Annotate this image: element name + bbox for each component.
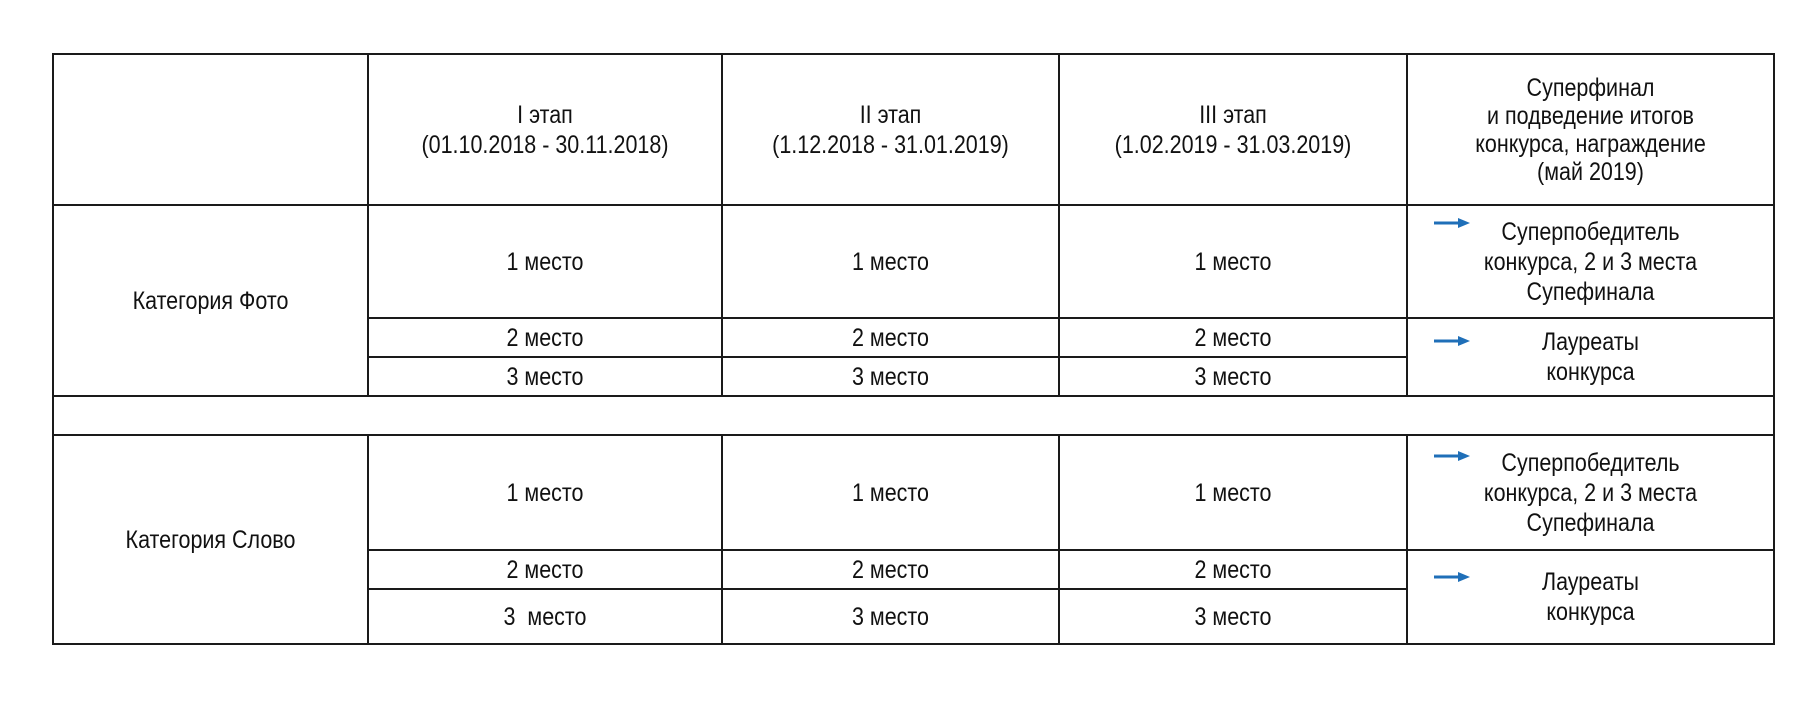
place-text: 2 место	[852, 555, 929, 584]
photo-s3-place3	[1084, 358, 1382, 395]
header-stage1	[394, 55, 697, 204]
col4-line-top	[1406, 53, 1408, 397]
place-text: 3 место	[1194, 362, 1272, 391]
photo-s2-place1	[746, 206, 1034, 317]
col1-line-top	[367, 53, 369, 397]
place-text: 3 место	[503, 602, 587, 631]
stage2-dates: (1.12.2018 - 31.01.2019)	[772, 130, 1009, 159]
photo-s2-place2	[746, 319, 1034, 356]
place-text: 2 место	[852, 323, 929, 352]
photo-s3-place2	[1084, 319, 1382, 356]
col2-line-top	[721, 53, 723, 397]
col1-line-bottom	[367, 434, 369, 645]
col3-line-bottom	[1058, 434, 1060, 645]
word-s2-place1	[746, 436, 1034, 549]
place-text: 2 место	[1194, 555, 1272, 584]
photo-outcome-super	[1434, 206, 1748, 317]
outcome-text: Суперпобедитель конкурса, 2 и 3 места Супефинала	[1483, 448, 1698, 537]
table-border-right	[1773, 53, 1775, 645]
word-outcome-laureates	[1434, 551, 1748, 643]
table-border-left	[52, 53, 54, 645]
word-s1-place1	[394, 436, 697, 549]
place-text: 2 место	[1194, 323, 1272, 352]
photo-s1-place1	[394, 206, 697, 317]
place-text: 1 место	[852, 247, 929, 276]
place-text: 2 место	[506, 555, 584, 584]
outcome-text: Лауреаты конкурса	[1541, 568, 1640, 626]
stage3-dates: (1.02.2019 - 31.03.2019)	[1114, 130, 1352, 159]
place-text: 3 место	[506, 362, 584, 391]
place-text: 3 место	[852, 602, 929, 631]
table-border-bottom	[52, 643, 1775, 645]
header-stage2	[746, 55, 1034, 204]
final-label: Суперфинал и подведение итогов конкурса, награждение (май 2019)	[1475, 73, 1706, 186]
place-text: 1 место	[852, 478, 929, 507]
photo-s1-place3	[394, 358, 697, 395]
header-stage3	[1084, 55, 1382, 204]
place-text: 1 место	[506, 478, 584, 507]
col4-line-bottom	[1406, 434, 1408, 645]
place-text: 2 место	[506, 323, 584, 352]
word-outcome-super	[1434, 436, 1748, 549]
place-text: 3 место	[852, 362, 929, 391]
category-name: Категория Фото	[132, 286, 289, 315]
word-s3-place3	[1084, 590, 1382, 643]
outcome-text: Суперпобедитель конкурса, 2 и 3 места Супефинала	[1483, 217, 1698, 306]
stage2-title: II этап	[859, 100, 922, 129]
word-s3-place2	[1084, 551, 1382, 588]
photo-s2-place3	[746, 358, 1034, 395]
photo-s1-place2	[394, 319, 697, 356]
word-s1-place3	[394, 590, 697, 643]
col2-line-bottom	[721, 434, 723, 645]
category-name: Категория Слово	[125, 525, 296, 554]
stage1-dates: (01.10.2018 - 30.11.2018)	[421, 130, 669, 159]
stage1-title: I этап	[517, 100, 573, 129]
competition-schedule-table	[52, 53, 1775, 645]
word-s1-place2	[394, 551, 697, 588]
photo-bottom-line	[52, 395, 1775, 397]
header-final	[1434, 55, 1748, 204]
word-s2-place2	[746, 551, 1034, 588]
outcome-text: Лауреаты конкурса	[1541, 328, 1640, 386]
photo-outcome-laureates	[1434, 319, 1748, 395]
col3-line-top	[1058, 53, 1060, 397]
category-word-label	[76, 436, 345, 643]
photo-s3-place1	[1084, 206, 1382, 317]
word-s3-place1	[1084, 436, 1382, 549]
word-s2-place3	[746, 590, 1034, 643]
place-text: 1 место	[1194, 478, 1272, 507]
place-text: 1 место	[1194, 247, 1272, 276]
stage3-title: III этап	[1199, 100, 1267, 129]
category-photo-label	[76, 206, 345, 395]
place-text: 3 место	[1194, 602, 1272, 631]
place-text: 1 место	[506, 247, 584, 276]
